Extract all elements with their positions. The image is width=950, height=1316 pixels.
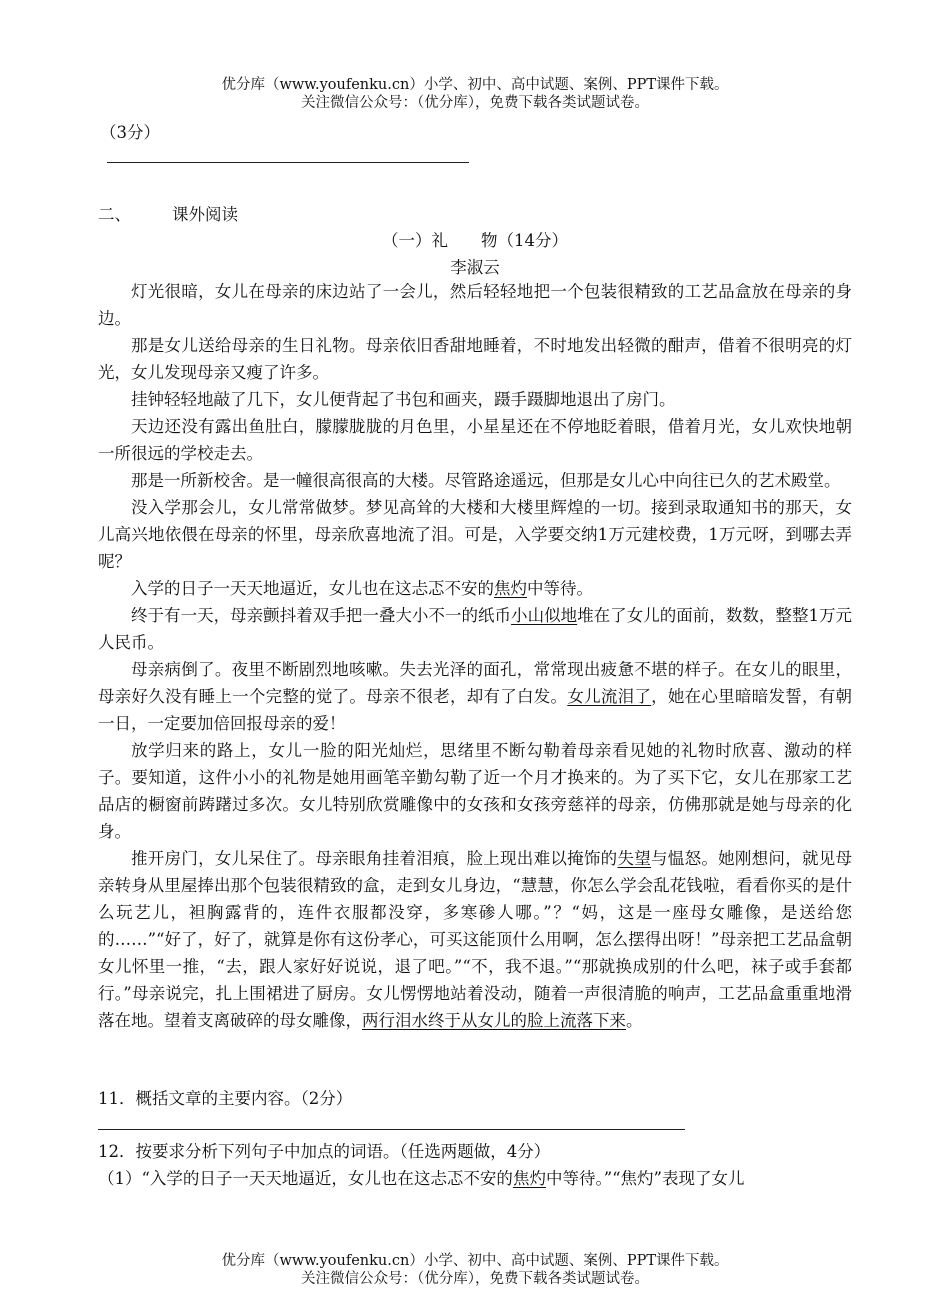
section-number: 二、 xyxy=(98,205,131,224)
paragraph: 挂钟轻轻地敲了几下，女儿便背起了书包和画夹，蹑手蹑脚地退出了房门。 xyxy=(131,390,676,409)
underlined-word: 小山似地 xyxy=(511,606,578,625)
footer-line-2: 关注微信公众号：（优分库），免费下载各类试题试卷。 xyxy=(301,1271,649,1287)
section-title: 课外阅读 xyxy=(172,205,238,224)
article-title: （一）礼 物（14分） xyxy=(382,231,568,250)
underlined-word: 失望 xyxy=(617,849,652,868)
header-line-1: 优分库（www.youfenku.cn）小学、初中、高中试题、案例、PPT课件下载。 xyxy=(221,77,729,93)
article-body xyxy=(98,278,852,1034)
text-run: 推开房门，女儿呆住了。母亲眼角挂着泪痕，脸上现出难以掩饰的 xyxy=(131,849,618,868)
answer-line xyxy=(107,162,469,163)
question-12: 12．按要求分析下列句子中加点的词语。（任选两题做，4分） xyxy=(98,1142,551,1161)
text-run: 与愠怒。她刚想问，就见母亲转身从里屋捧出那个包装很精致的盒，走到女儿身边，“慧慧，你怎么学会乱花钱啦，看看你买的是什么玩艺儿，袒胸露背的，连件衣服都没穿，多寒碜人哪。”？“妈，这是一座母女雕像，是送给您的……”“好了，好了，就算是你有这份孝心，可买这能顶什么用啊，怎么摆得出呀！”母亲把工艺品盒朝女儿怀里一推，“去，跟人家好好说说，退了吧。”“不，我不退。”“那就换成别的什么吧，袜子或手套都行。”母亲说完，扎上围裙进了厨房。女儿愣愣地站着没动，随着一声很清脆的响声，工艺品盒重重地滑落在地。望着支离破碎的母女雕像， xyxy=(98,849,853,1030)
paragraph xyxy=(98,575,852,602)
text-run: （1）“入学的日子一天天地逼近，女儿也在这忐忑不安的 xyxy=(98,1169,513,1188)
paragraph xyxy=(98,656,852,737)
paragraph: 那是一所新校舍。是一幢很高很高的大楼。尽管路途遥远，但那是女儿心中向往已久的艺术殿堂。 xyxy=(131,471,841,490)
paragraph: 灯光很暗，女儿在母亲的床边站了一会儿，然后轻轻地把一个包装很精致的工艺品盒放在母亲的身边。 xyxy=(98,282,852,328)
underlined-word: 焦灼 xyxy=(512,1169,546,1188)
text-run: 母亲病倒了。夜里不断剧烈地咳嗽。失去光泽的面孔，常常现出疲惫不堪的样子。在女儿的眼里，母亲好久没有睡上一个完整的觉了。母亲不很老，却有了白发。 xyxy=(98,660,852,706)
text-run: 中等待。 xyxy=(527,579,593,598)
paragraph xyxy=(98,602,852,656)
underlined-word: 焦灼 xyxy=(494,579,527,598)
text-run: ，她在心里暗暗发誓，有朝一日，一定要加倍回报母亲的爱！ xyxy=(98,687,853,733)
text-run: 。 xyxy=(626,1011,643,1030)
paragraph: 放学归来的路上，女儿一脸的阳光灿烂，思绪里不断勾勒着母亲看见她的礼物时欣喜、激动的样子。要知道，这件小小的礼物是她用画笔辛勤勾勒了近一个月才换来的。为了买下它，女儿在那家工艺品店的橱窗前踌躇过多次。女儿特别欣赏雕像中的女孩和女孩旁慈祥的母亲，仿佛那就是她与母亲的化身。 xyxy=(98,741,852,841)
header-line-2: 关注微信公众号：（优分库），免费下载各类试题试卷。 xyxy=(301,95,649,111)
underlined-sentence: 两行泪水终于从女儿的脸上流落下来 xyxy=(362,1011,626,1030)
previous-question-score: （3分） xyxy=(100,123,160,142)
footer-line-1: 优分库（www.youfenku.cn）小学、初中、高中试题、案例、PPT课件下载。 xyxy=(221,1253,729,1269)
text-run: 终于有一天，母亲颤抖着双手把一叠大小不一的纸币 xyxy=(131,606,512,625)
question-11: 11．概括文章的主要内容。（2分） xyxy=(98,1089,353,1108)
text-run: 中等待。”“焦灼”表现了女儿 xyxy=(545,1169,745,1188)
paragraph: 没入学那会儿，女儿常常做梦。梦见高耸的大楼和大楼里辉煌的一切。接到录取通知书的那天，女儿高兴地依偎在母亲的怀里，母亲欣喜地流了泪。可是，入学要交纳1万元建校费，1万元呀，到哪去弄呢？ xyxy=(98,498,852,571)
paragraph: 天边还没有露出鱼肚白，朦朦胧胧的月色里，小星星还在不停地眨着眼，借着月光，女儿欢快地朝一所很远的学校走去。 xyxy=(98,417,852,463)
paragraph: 那是女儿送给母亲的生日礼物。母亲依旧香甜地睡着，不时地发出轻微的酣声，借着不很明亮的灯光，女儿发现母亲又瘦了许多。 xyxy=(98,336,852,382)
question-12-part-1 xyxy=(98,1165,745,1189)
answer-line xyxy=(98,1129,685,1130)
text-run: 入学的日子一天天地逼近，女儿也在这忐忑不安的 xyxy=(131,579,494,598)
text-run: 堆在了女儿的面前，数数，整整1万元人民币。 xyxy=(98,606,853,652)
underlined-word: 女儿流泪了 xyxy=(567,687,652,706)
paragraph xyxy=(98,845,852,1034)
article-author: 李淑云 xyxy=(450,258,500,277)
